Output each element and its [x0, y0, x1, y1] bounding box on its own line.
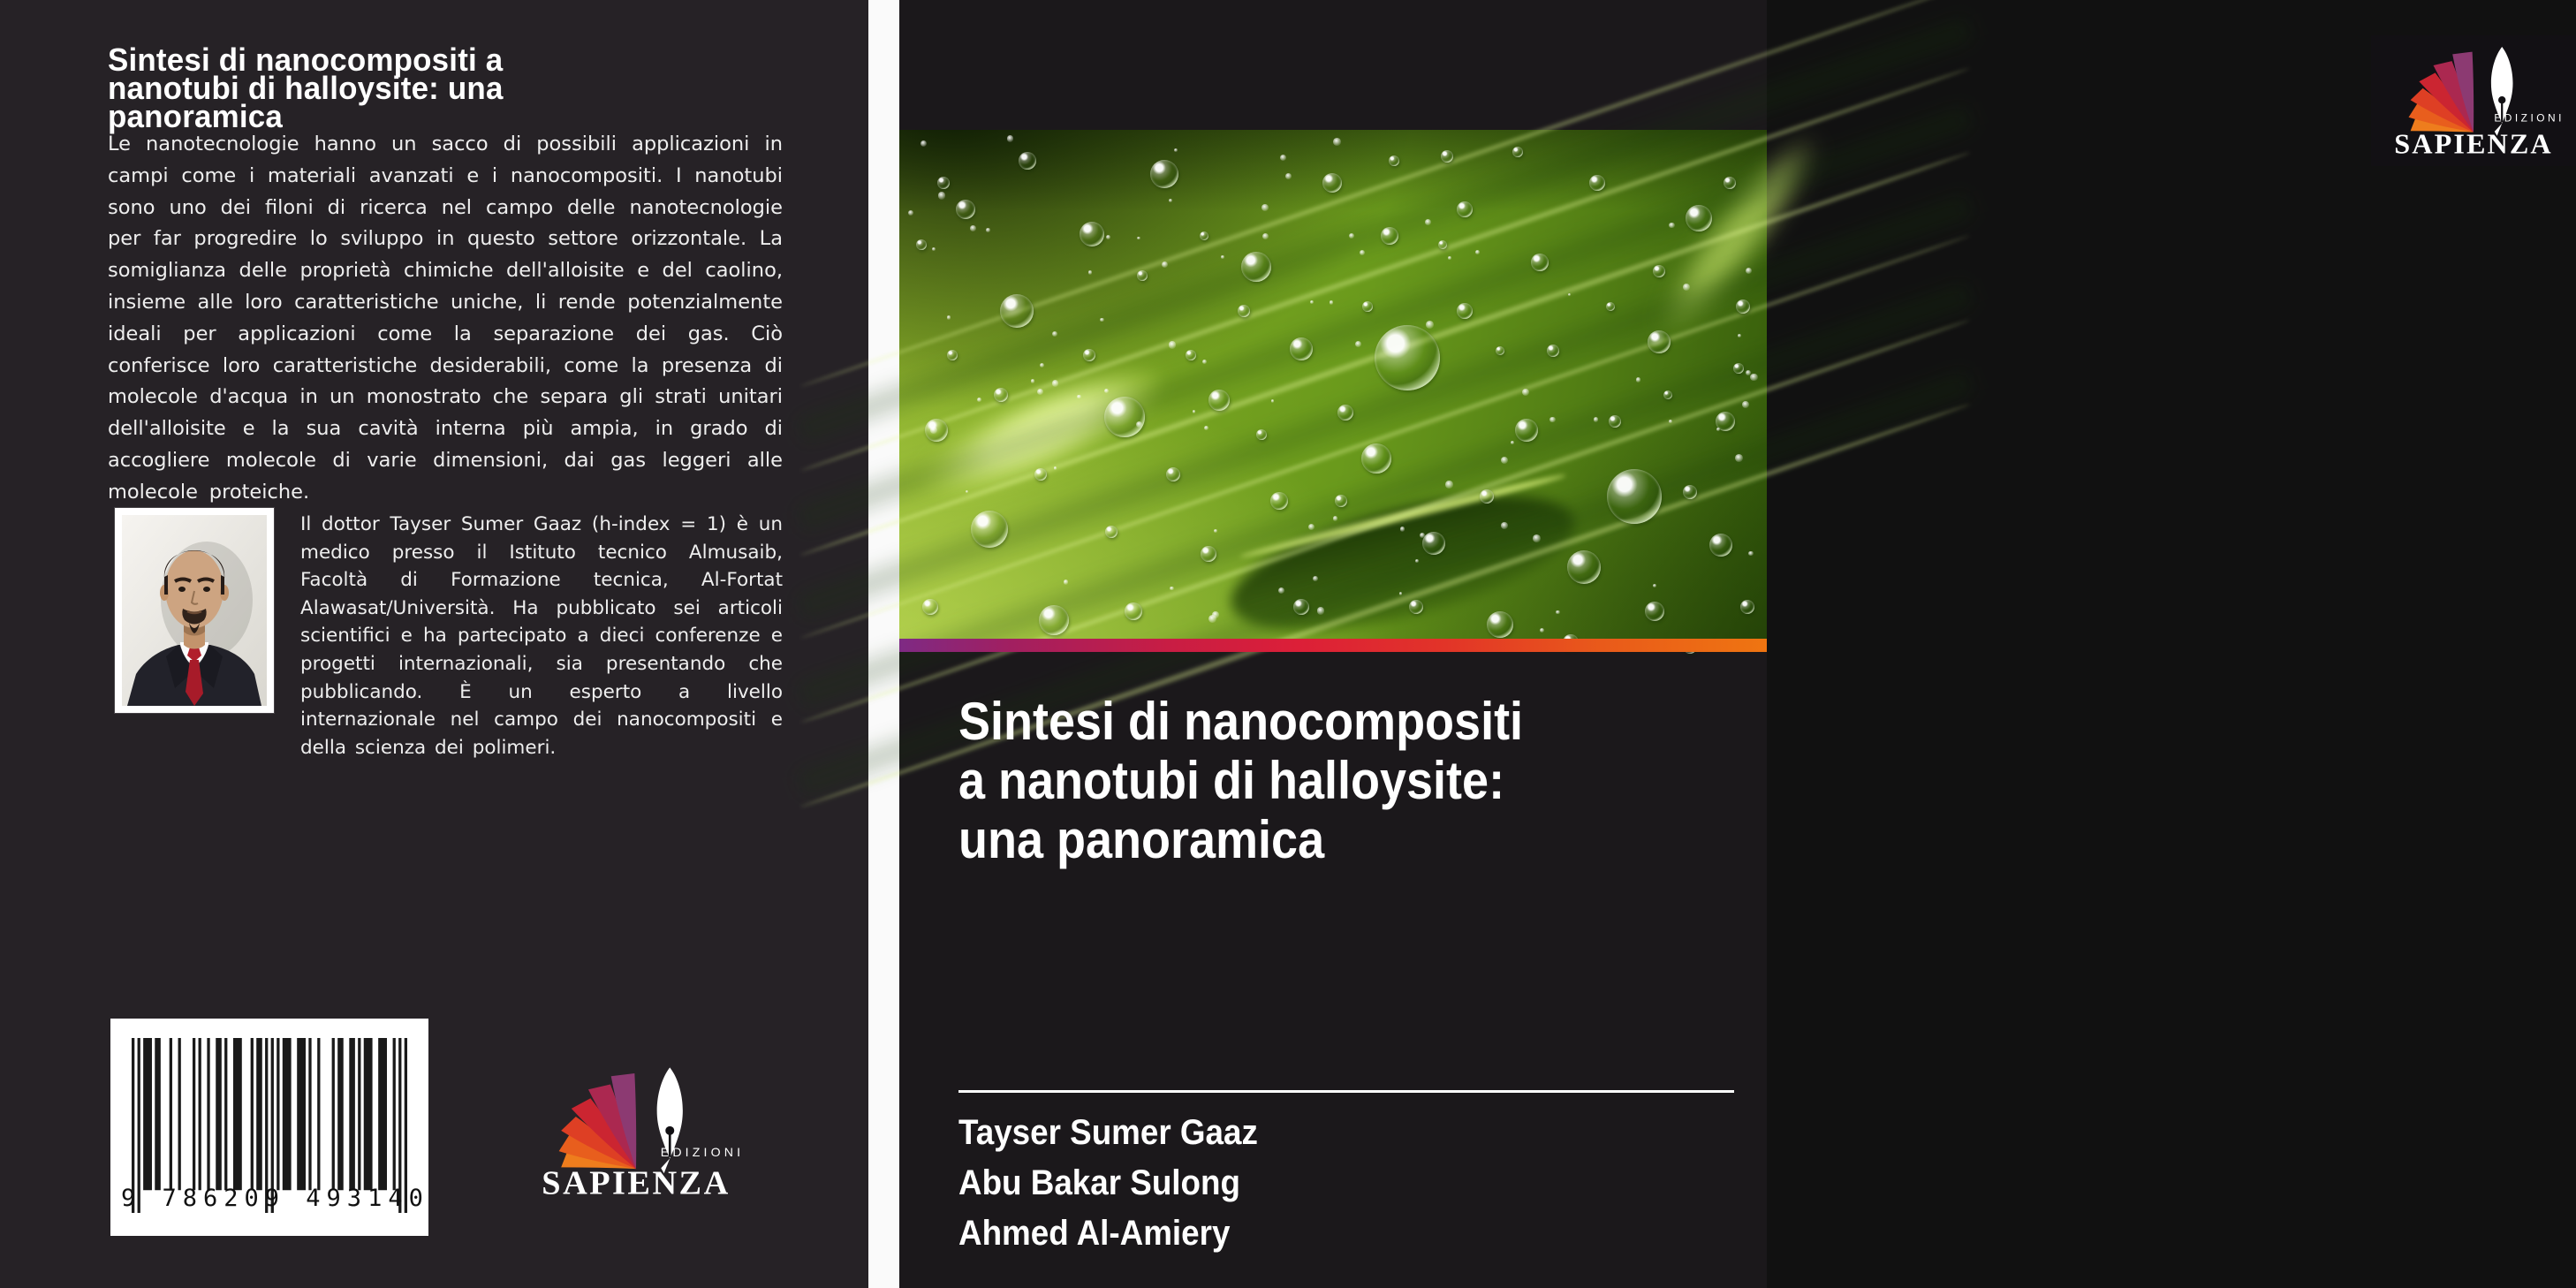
water-droplet	[1293, 599, 1309, 615]
water-speckle	[1540, 628, 1544, 633]
water-speckle	[1333, 138, 1341, 146]
authors-divider	[958, 1090, 1734, 1093]
water-droplet	[1686, 205, 1712, 231]
water-speckle	[1212, 611, 1219, 618]
water-speckle	[1317, 607, 1324, 614]
water-droplet	[922, 599, 938, 615]
water-speckle	[1448, 256, 1451, 260]
back-title-line: Sintesi di nanocompositi a	[108, 42, 504, 78]
water-speckle	[1748, 551, 1753, 556]
water-speckle	[1333, 516, 1338, 521]
water-speckle	[1360, 250, 1365, 255]
water-speckle	[1420, 533, 1425, 538]
leaf-photo	[899, 130, 1767, 639]
water-droplet	[1200, 231, 1208, 240]
water-speckle	[1221, 255, 1224, 258]
water-droplet	[1531, 254, 1549, 271]
water-droplet	[1480, 489, 1494, 504]
water-speckle	[1169, 199, 1172, 202]
back-cover	[0, 0, 868, 1288]
front-title-line: Sintesi di nanocompositi	[958, 692, 1524, 751]
water-speckle	[1007, 135, 1013, 141]
logo-edizioni-text: EDIZIONI	[2494, 111, 2565, 125]
water-speckle	[1077, 395, 1080, 398]
water-droplet	[1080, 222, 1104, 246]
water-droplet	[1736, 299, 1750, 314]
water-droplet	[1683, 485, 1697, 499]
author-portrait-illustration	[122, 515, 267, 706]
back-description: Le nanotecnologie hanno un sacco di possibili applicazioni in campi come i materiali avanzati e i nanocompositi. I nanotubi sono uno dei filoni di ricerca nel campo delle nanotecnologie per far progredire lo sviluppo in questo settore orizzontale. La somiglianza delle proprietà chimiche dell'alloisite e del caolino, insieme alle loro caratteristiche uniche, li rende potenzialmente ideali per applicazioni come la separazione dei gas. Ciò conferisce loro caratteristiche desiderabili, come la presenza di molecole d'acqua in un monostrato che separa gli strati unitari dell'alloisite e la sua cavità interna più ampia, in grado di accogliere molecole di varie dimensioni, dai gas leggeri alle molecole proteiche.	[108, 133, 783, 504]
water-droplet	[1105, 526, 1118, 538]
water-droplet	[1019, 152, 1036, 170]
water-speckle	[1261, 204, 1269, 211]
water-speckle	[1568, 293, 1571, 296]
water-droplet	[1083, 349, 1095, 361]
water-droplet	[971, 511, 1008, 548]
cover-gutter	[868, 0, 899, 1288]
author-name: Abu Bakar Sulong	[958, 1163, 1240, 1202]
water-speckle	[1040, 363, 1044, 367]
water-speckle	[1501, 522, 1508, 529]
water-droplet	[1270, 492, 1288, 510]
water-droplet	[1201, 546, 1216, 562]
water-droplet	[1724, 177, 1736, 189]
water-droplet	[1362, 301, 1373, 312]
water-speckle	[1399, 592, 1403, 595]
water-speckle	[1193, 410, 1196, 413]
water-speckle	[1636, 377, 1641, 383]
water-droplet	[937, 177, 950, 189]
water-droplet	[1238, 305, 1250, 317]
water-droplet	[1034, 468, 1047, 481]
water-droplet	[994, 388, 1008, 402]
water-droplet	[1441, 150, 1453, 163]
water-speckle	[1308, 524, 1315, 530]
water-droplet	[1166, 467, 1180, 481]
water-speckle	[1310, 300, 1314, 304]
water-speckle	[1104, 389, 1109, 393]
water-droplet	[1241, 252, 1271, 282]
water-droplet	[947, 350, 958, 360]
water-droplet	[1290, 337, 1313, 360]
water-speckle	[1475, 250, 1480, 254]
water-droplet	[1733, 363, 1744, 374]
water-droplet	[1438, 240, 1447, 249]
water-droplet	[1389, 155, 1399, 166]
water-droplet	[956, 200, 975, 219]
water-droplet	[1335, 495, 1347, 507]
water-droplet	[1547, 345, 1559, 357]
water-speckle	[908, 210, 913, 216]
water-speckle	[1054, 466, 1057, 469]
water-droplet	[1645, 602, 1664, 621]
water-speckle	[1750, 374, 1758, 382]
water-speckle	[1522, 389, 1529, 396]
water-speckle	[1313, 576, 1318, 581]
front-cover	[899, 0, 2565, 1288]
water-droplet	[1709, 534, 1732, 557]
logo-sapienza-text: SAPIENZA	[2394, 127, 2553, 160]
water-droplet	[1409, 600, 1423, 614]
water-droplet	[1361, 443, 1391, 474]
water-speckle	[1683, 284, 1690, 291]
sapienza-logo-icon	[526, 1060, 746, 1200]
isbn-barcode	[110, 1019, 428, 1236]
water-speckle	[1533, 534, 1541, 542]
water-droplet	[1381, 227, 1398, 245]
water-speckle	[1170, 587, 1174, 591]
logo-sapienza-text: SAPIENZA	[542, 1164, 731, 1202]
water-speckle	[1594, 417, 1599, 422]
water-speckle	[921, 140, 927, 147]
water-droplet	[916, 239, 927, 250]
water-speckle	[986, 228, 990, 232]
author-photo	[115, 508, 274, 713]
water-speckle	[932, 247, 936, 251]
water-speckle	[1355, 341, 1361, 347]
water-speckle	[1511, 441, 1514, 444]
water-speckle	[1214, 529, 1217, 533]
water-speckle	[947, 315, 951, 319]
water-droplet	[1663, 390, 1672, 399]
water-droplet	[1322, 173, 1342, 193]
water-speckle	[1426, 321, 1434, 329]
water-speckle	[1174, 148, 1178, 152]
water-droplet	[1457, 303, 1473, 319]
water-speckle	[1742, 401, 1749, 408]
water-speckle	[1549, 417, 1556, 423]
water-droplet	[1457, 201, 1473, 217]
water-speckle	[1653, 584, 1656, 587]
water-droplet	[1256, 429, 1267, 440]
water-droplet	[1000, 294, 1034, 328]
publisher-logo-badge	[2371, 35, 2576, 166]
water-droplet	[1208, 390, 1230, 411]
water-droplet	[1125, 602, 1142, 620]
sapienza-logo-icon	[2381, 41, 2566, 158]
accent-stripe	[899, 639, 1767, 652]
water-speckle	[970, 225, 976, 231]
water-droplet	[1487, 611, 1513, 638]
water-speckle	[1052, 331, 1057, 337]
water-droplet	[1515, 419, 1538, 442]
water-droplet	[1137, 270, 1148, 281]
water-speckle	[1746, 268, 1752, 274]
water-speckle	[1031, 379, 1034, 383]
water-speckle	[1330, 300, 1333, 304]
water-speckle	[1280, 155, 1286, 161]
back-title-line: nanotubi di halloysite: una	[108, 70, 504, 106]
front-title-line: a nanotubi di halloysite:	[958, 751, 1505, 810]
water-droplet	[1039, 605, 1069, 635]
water-speckle	[930, 427, 937, 434]
water-speckle	[1400, 527, 1405, 531]
water-speckle	[1271, 399, 1275, 403]
water-droplet	[1606, 302, 1615, 311]
water-droplet	[1512, 147, 1523, 157]
water-droplet	[1609, 415, 1621, 428]
water-speckle	[1556, 610, 1559, 614]
water-droplet	[1186, 350, 1196, 360]
publisher-logo	[526, 1060, 746, 1200]
water-speckle	[1262, 233, 1269, 239]
water-droplet	[1653, 265, 1665, 277]
back-title-line: panoramica	[108, 98, 283, 134]
water-speckle	[1064, 580, 1069, 585]
water-speckle	[1088, 270, 1092, 274]
water-droplet	[1337, 405, 1353, 420]
water-speckle	[1162, 261, 1169, 269]
water-speckle	[1202, 360, 1207, 364]
water-speckle	[1669, 420, 1672, 423]
back-title	[108, 42, 742, 134]
water-droplet	[1375, 325, 1440, 390]
logo-edizioni-text: EDIZIONI	[660, 1144, 745, 1159]
authors-list	[958, 1108, 1258, 1259]
barcode-digits: 9 786209 493140	[121, 1185, 429, 1212]
water-speckle	[977, 398, 981, 402]
water-droplet	[1150, 160, 1178, 188]
water-droplet	[1496, 346, 1504, 355]
water-droplet	[1740, 600, 1754, 614]
author-name: Tayser Sumer Gaaz	[958, 1113, 1258, 1152]
author-name: Ahmed Al-Amiery	[958, 1214, 1231, 1253]
water-speckle	[1100, 318, 1103, 322]
water-speckle	[1169, 341, 1177, 349]
water-speckle	[1716, 428, 1720, 431]
water-speckle	[1285, 173, 1292, 179]
front-title-line: una panoramica	[958, 810, 1325, 869]
water-droplet	[1104, 397, 1145, 437]
water-droplet	[1607, 469, 1662, 524]
water-speckle	[1137, 237, 1140, 240]
water-droplet	[1422, 532, 1445, 555]
water-speckle	[1738, 334, 1741, 337]
front-title	[958, 692, 1738, 869]
water-speckle	[938, 192, 945, 199]
water-droplet	[1648, 330, 1671, 353]
water-droplet	[1589, 175, 1605, 191]
water-speckle	[1445, 481, 1452, 488]
water-speckle	[1037, 389, 1043, 395]
author-bio: Il dottor Tayser Sumer Gaaz (h-index = 1) è un medico presso il Istituto tecnico Almusaib, Facoltà di Formazione tecnica, Al-Fortat Alawasat/Università. Ha pubblicato sei articoli scientifici e ha partecipato a dieci conferenze e progetti internazionali, sia presentando che pubblicando. È un esperto a livello internazionale nel campo dei nanocompositi e della scienza dei polimeri.	[300, 513, 783, 759]
water-speckle	[1204, 426, 1208, 430]
water-speckle	[1415, 559, 1419, 563]
water-droplet	[1567, 550, 1601, 584]
water-speckle	[1106, 235, 1111, 240]
water-speckle	[1136, 421, 1142, 428]
